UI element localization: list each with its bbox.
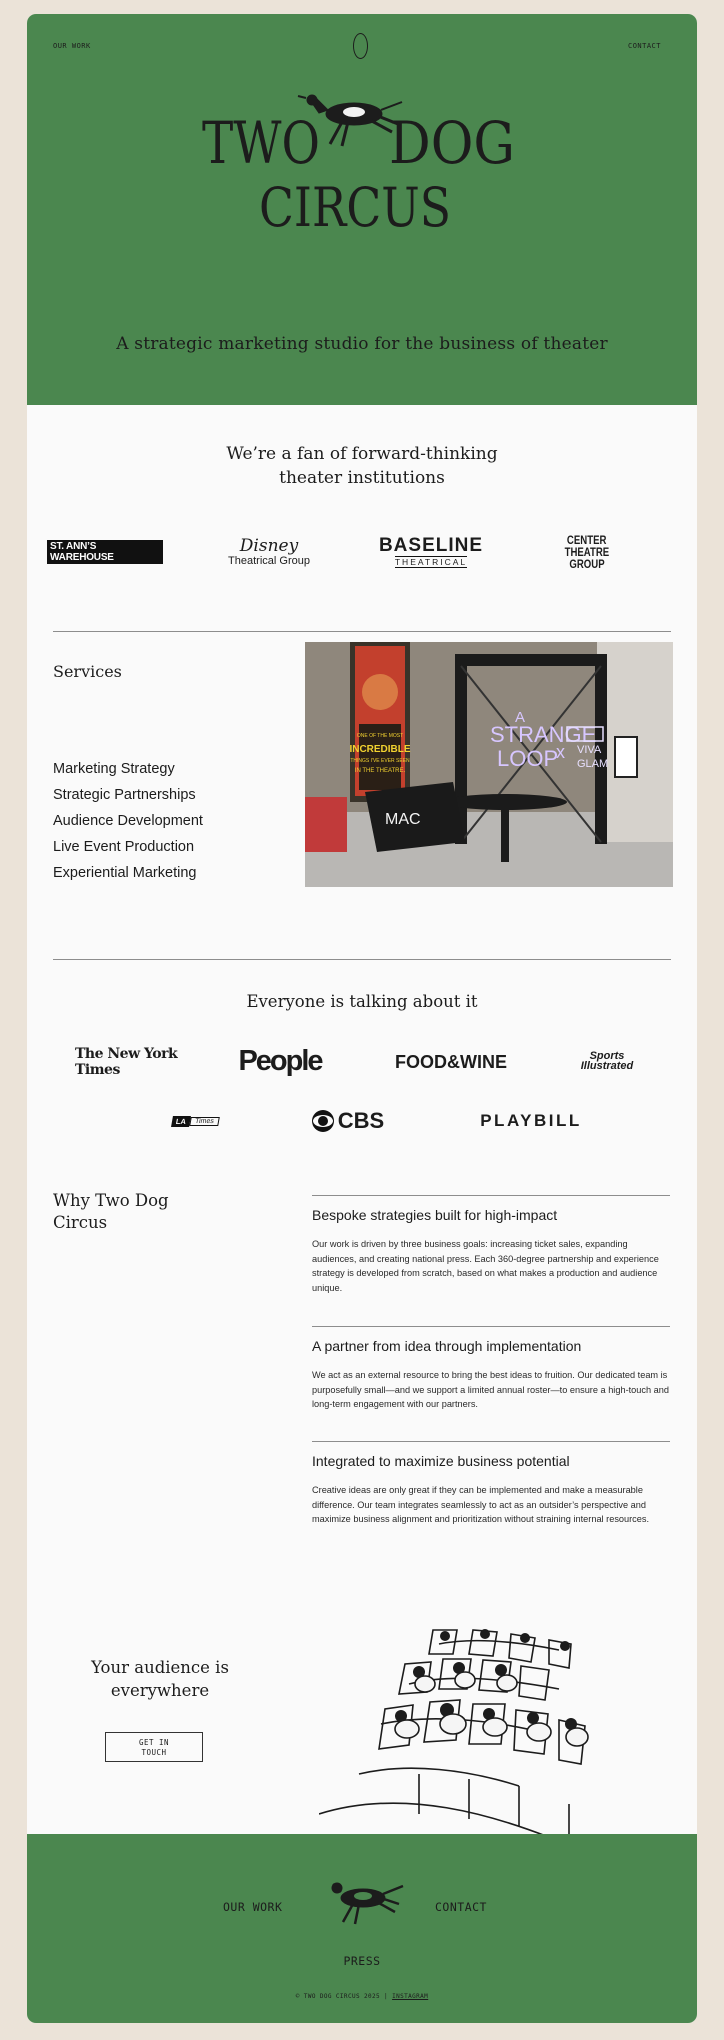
footer-copyright [27, 1993, 697, 2000]
feature-block [312, 1195, 670, 1295]
instagram-link[interactable]: INSTAGRAM [392, 1993, 429, 2000]
services-heading: Services [53, 662, 122, 681]
la-times-logo [170, 1106, 220, 1136]
feature-block [312, 1326, 670, 1412]
people-logo: People [238, 1044, 322, 1077]
hero-section [27, 14, 697, 405]
divider [312, 1441, 670, 1442]
services-list [53, 756, 203, 886]
logo-circus: CIRCUS [259, 176, 451, 236]
neon-viva: VIVA [577, 744, 602, 756]
divider [53, 631, 671, 632]
neon-a: A [515, 709, 526, 726]
service-item: Marketing Strategy [53, 761, 175, 777]
food-wine-logo: FOOD&WINE [395, 1051, 507, 1072]
feature-body: We act as an external resource to bring the best ideas to fruition. Our dedicated team is purposefully small—and we support a limited annual roster—to ensure a high-touch and long-term engagement with our partners. [312, 1370, 669, 1409]
leaping-dog-icon [319, 1874, 409, 1926]
why-heading-line1: Why Two Dog [53, 1191, 169, 1210]
audience-heading [60, 1656, 260, 1702]
disney-subtitle: Theatrical Group [228, 555, 310, 567]
st-anns-warehouse-logo [47, 524, 163, 580]
poster-text-2: INCREDIBLE [349, 744, 411, 755]
nyt-logo: The New York Times [75, 1046, 178, 1078]
service-item: Live Event Production [53, 839, 195, 855]
feature-body: Our work is driven by three business goals: increasing ticket sales, expanding audiences, and creating national press. Each 360-degree partnership and experience strategy is developed from scratch, based on what makes a production and audience unique. [312, 1239, 659, 1293]
center-theatre-group-logo [547, 524, 627, 580]
neon-loop: LOOP [497, 746, 559, 771]
audience-heading-line2: everywhere [110, 1681, 210, 1700]
strange-loop-event-photo [305, 642, 673, 887]
fans-heading [27, 442, 697, 490]
la-mark: LA [171, 1116, 191, 1127]
footer [27, 1834, 697, 2023]
baseline-sub: THEATRICAL [394, 557, 468, 567]
logo-dog: DOG [389, 109, 515, 177]
divider [53, 959, 671, 960]
ctg-line1: CENTER [567, 533, 607, 547]
fans-heading-line1: We’re a fan of forward-thinking [226, 444, 498, 464]
get-in-touch-button[interactable] [105, 1732, 203, 1762]
chair-mac: MAC [385, 811, 421, 828]
si-line1: Sports [589, 1050, 625, 1062]
service-item: Audience Development [53, 813, 203, 829]
disney-theatrical-logo [215, 524, 323, 580]
cbs-wordmark: CBS [337, 1108, 385, 1133]
page-card [27, 14, 697, 2023]
audience-heading-line1: Your audience is [91, 1658, 229, 1677]
neon-strange: STRANGE [490, 722, 597, 747]
st-anns-label: ST. ANN’S WAREHOUSE [47, 540, 163, 564]
cta-line2: TOUCH [141, 1748, 167, 1757]
two-dog-circus-logo [202, 86, 532, 236]
divider [312, 1326, 670, 1327]
neon-glam: GLAM [577, 758, 609, 770]
feature-title: A partner from idea through implementation [312, 1338, 582, 1354]
cbs-logo [302, 1104, 392, 1138]
feature-body: Creative ideas are only great if they can be implemented and make a measurable difference. Our team integrates seamlessly to act as an outsider’s perspective and maximize business alignment and prioritization without straining internal resources. [312, 1485, 650, 1524]
dogs-in-theater-illustration [319, 1574, 619, 1854]
feature-title: Bespoke strategies built for high-impact [312, 1207, 558, 1223]
footer-contact-link[interactable]: CONTACT [435, 1900, 487, 1914]
press-heading: Everyone is talking about it [246, 992, 478, 1011]
cbs-eye-icon [310, 1109, 336, 1133]
feature-block [312, 1441, 670, 1527]
playbill-logo: PLAYBILL [480, 1111, 582, 1130]
baseline-theatrical-logo [370, 524, 492, 580]
disney-script: Disney [239, 536, 299, 556]
badge-icon [353, 33, 368, 59]
fans-heading-line2: theater institutions [279, 468, 445, 488]
baseline-title: BASELINE [378, 535, 484, 556]
sports-illustrated-logo [567, 1044, 647, 1078]
si-line2: Illustrated [580, 1060, 634, 1072]
cta-line1: GET IN [138, 1738, 170, 1747]
nav-contact-link[interactable]: CONTACT [627, 42, 661, 50]
footer-press-link[interactable]: PRESS [343, 1954, 381, 1968]
logo-two: TWO [202, 109, 320, 177]
poster-text-4: IN THE THEATRE. [354, 768, 406, 774]
service-item: Experiential Marketing [53, 865, 197, 881]
la-times-mark: Times [189, 1117, 219, 1126]
ctg-line3: GROUP [569, 557, 605, 571]
service-item: Strategic Partnerships [53, 787, 196, 803]
neon-x: x [556, 742, 565, 762]
ctg-line2: THEATRE [564, 545, 610, 559]
footer-our-work-link[interactable]: OUR WORK [223, 1900, 283, 1914]
divider [312, 1195, 670, 1196]
nav-our-work-link[interactable]: OUR WORK [53, 42, 91, 50]
why-heading [53, 1190, 203, 1234]
copyright-text: © TWO DOG CIRCUS 2025 | [295, 1993, 393, 2000]
why-heading-line2: Circus [53, 1213, 108, 1232]
feature-title: Integrated to maximize business potential [312, 1453, 570, 1469]
hero-tagline: A strategic marketing studio for the business of theater [116, 334, 608, 354]
poster-text-3: THINGS I'VE EVER SEEN [350, 758, 410, 764]
poster-text-1: ONE OF THE MOST [356, 733, 404, 739]
